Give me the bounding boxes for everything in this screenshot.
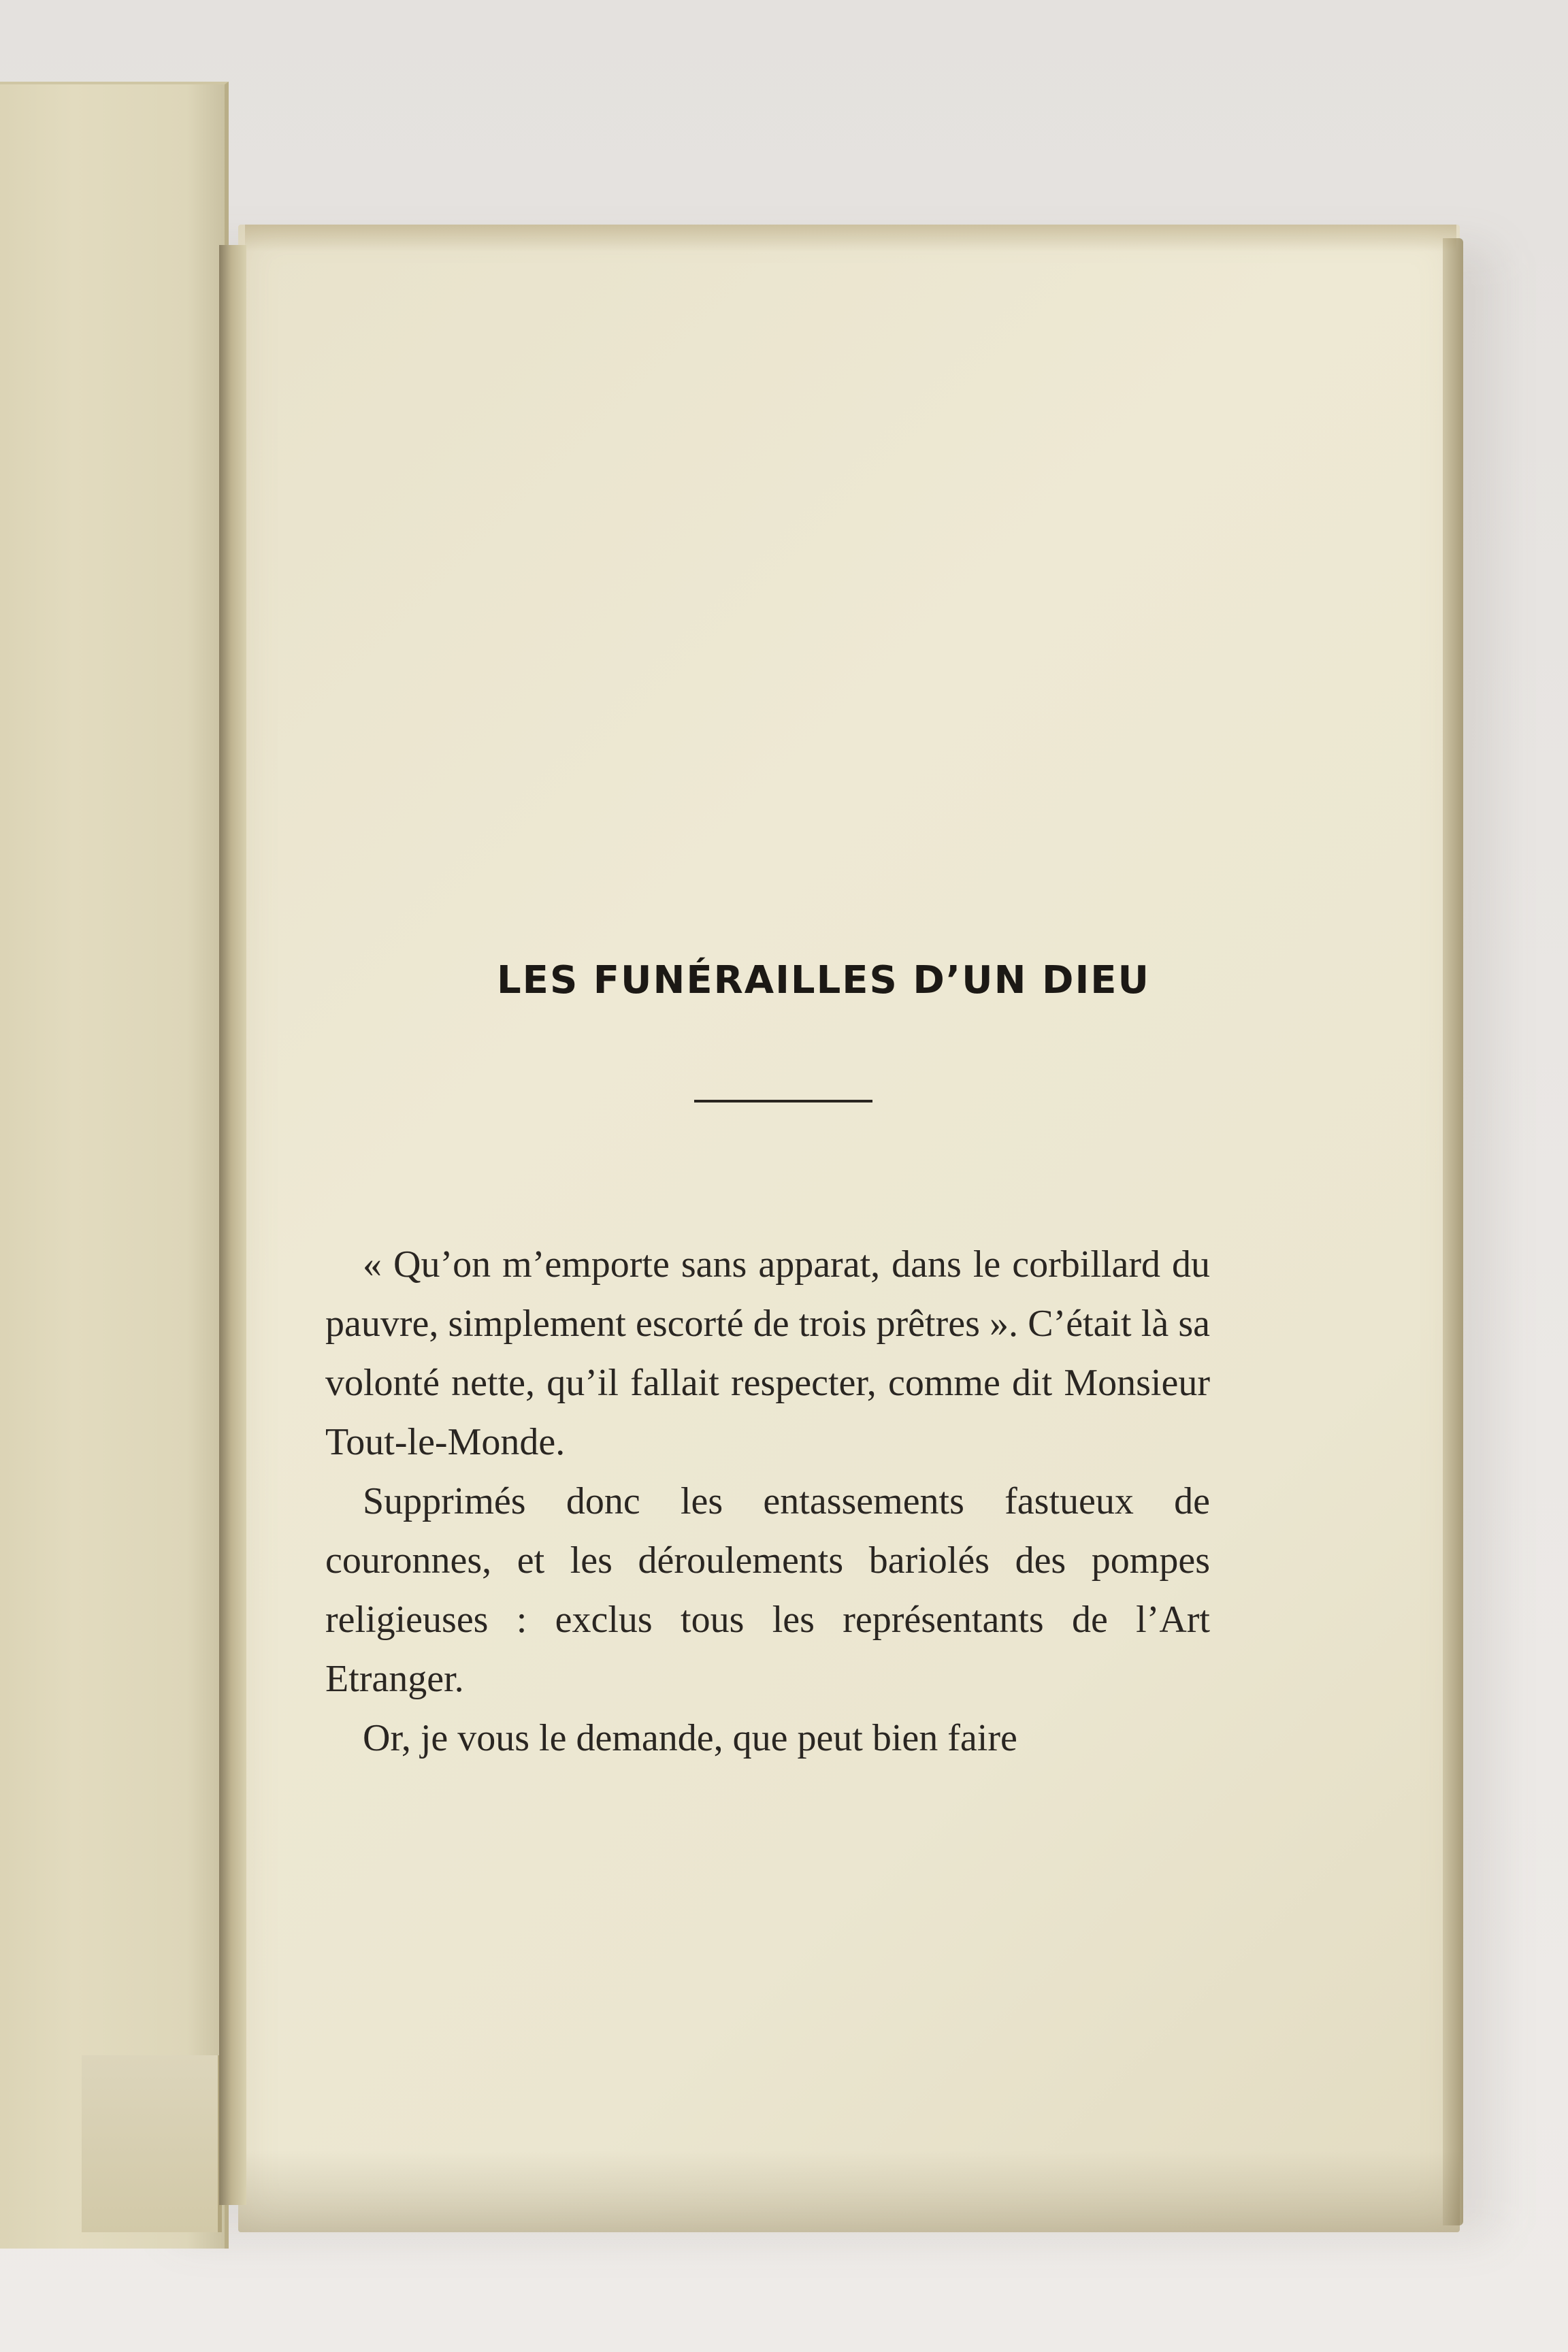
title-divider <box>694 1100 872 1102</box>
page-bottom-foxing <box>238 2151 1460 2232</box>
paragraph-2: Supprimés donc les entassements fastueux de couronnes, et les déroulements bariolés des pompes religieuses : exclus tous les représentants de l’Art Etranger. <box>325 1480 1210 1700</box>
left-page <box>0 82 229 2249</box>
right-page <box>238 225 1460 2232</box>
page-edge <box>1443 238 1463 2225</box>
body-text <box>325 1235 1210 1768</box>
page-top-foxing <box>245 225 1456 252</box>
paragraph-3: Or, je vous le demande, que peut bien faire <box>363 1717 1017 1759</box>
chapter-title: LES FUNÉRAILLES D’UN DIEU <box>497 958 1150 1002</box>
book-gutter <box>219 245 246 2205</box>
paragraph-1: « Qu’on m’emporte sans apparat, dans le corbillard du pauvre, simplement escorté de trois prêtres ». C’était là sa volonté nette, qu’il fallait respecter, comme dit Monsieur Tout-le-Monde. <box>325 1243 1210 1463</box>
left-page-corner <box>82 2055 222 2232</box>
